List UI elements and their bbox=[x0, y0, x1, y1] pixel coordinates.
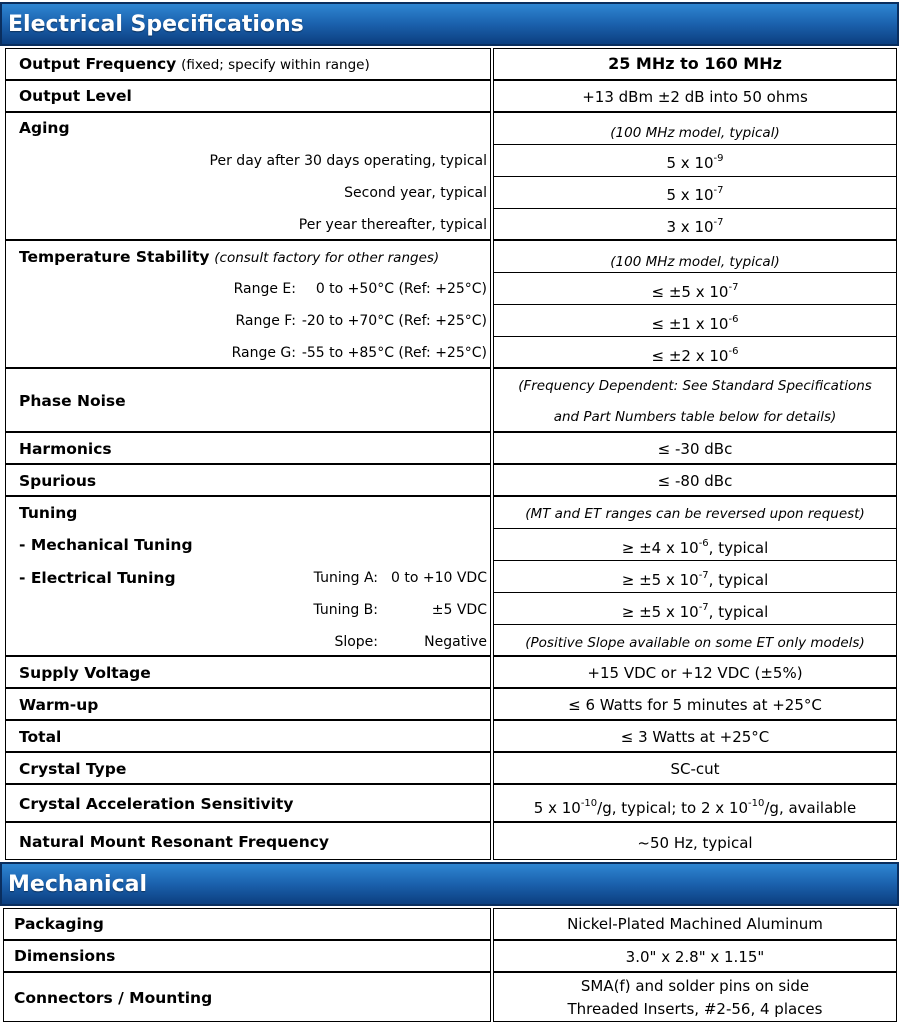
crystal-acceleration-value: 5 x $10^{-10}/g$, typical; to 2 x $10^{-10}/g$, available bbox=[533, 798, 857, 817]
tuning-row bbox=[0, 496, 899, 656]
range-f-span: -20 to +70°C (Ref: +25°C) bbox=[301, 313, 487, 329]
crystal-acceleration-label: Crystal Acceleration Sensitivity bbox=[19, 795, 294, 813]
range-e-value: ≤ ±5 x $10^{-7}$ bbox=[651, 282, 739, 301]
aging-row bbox=[0, 112, 899, 240]
tuning-b-value: ±5 VDC bbox=[431, 602, 487, 618]
warm-up-value: ≤ 6 Watts for 5 minutes at +25°C bbox=[568, 696, 822, 714]
range-e-span: 0 to +50°C (Ref: +25°C) bbox=[315, 281, 487, 297]
packaging-value: Nickel-Plated Machined Aluminum bbox=[567, 915, 823, 933]
harmonics-value: ≤ -30 dBc bbox=[657, 440, 733, 458]
output-frequency-label: Output Frequency bbox=[19, 55, 177, 73]
mechanical-section-title: Mechanical bbox=[8, 871, 147, 897]
aging-row-1-value: 5 x $10^{-9}$ bbox=[666, 153, 724, 172]
packaging-row bbox=[0, 908, 899, 940]
phase-noise-row bbox=[0, 368, 899, 432]
tuning-b-label: Tuning B: bbox=[313, 602, 378, 618]
temperature-stability-label: Temperature Stability bbox=[19, 248, 210, 266]
output-level-row bbox=[0, 80, 899, 112]
crystal-type-label: Crystal Type bbox=[19, 760, 127, 778]
electrical-tuning-label: - Electrical Tuning bbox=[19, 569, 176, 587]
harmonics-label: Harmonics bbox=[19, 440, 112, 458]
tuning-a-value: 0 to +10 VDC bbox=[391, 570, 487, 586]
slope-value: Negative bbox=[424, 634, 487, 650]
range-g-value: ≤ ±2 x $10^{-6}$ bbox=[651, 346, 739, 365]
slope-note: (Positive Slope available on some ET only models) bbox=[525, 635, 865, 651]
spurious-label: Spurious bbox=[19, 472, 97, 490]
harmonics-row bbox=[0, 432, 899, 464]
tuning-header-value: (MT and ET ranges can be reversed upon request) bbox=[525, 506, 865, 522]
output-frequency-value: 25 MHz to 160 MHz bbox=[608, 54, 782, 73]
phase-noise-line-2: and Part Numbers table below for details) bbox=[553, 409, 837, 425]
crystal-acceleration-row bbox=[0, 784, 899, 822]
range-g-label: Range G: bbox=[231, 345, 296, 361]
temperature-header-value: (100 MHz model, typical) bbox=[610, 254, 780, 270]
spurious-value: ≤ -80 dBc bbox=[657, 472, 733, 490]
range-e-label: Range E: bbox=[233, 281, 296, 297]
supply-voltage-row bbox=[0, 656, 899, 688]
warm-up-label: Warm-up bbox=[19, 696, 99, 714]
supply-voltage-value: +15 VDC or +12 VDC (±5%) bbox=[587, 664, 803, 682]
temperature-stability-row bbox=[0, 240, 899, 368]
warm-up-row bbox=[0, 688, 899, 720]
total-value: ≤ 3 Watts at +25°C bbox=[620, 728, 770, 746]
output-frequency-note: (fixed; specify within range) bbox=[181, 57, 370, 73]
dimensions-row bbox=[0, 940, 899, 972]
connectors-line-1: SMA(f) and solder pins on side bbox=[580, 977, 810, 995]
aging-row-3-value: 3 x $10^{-7}$ bbox=[666, 217, 724, 236]
phase-noise-line-1: (Frequency Dependent: See Standard Specifications bbox=[518, 378, 872, 394]
range-f-value: ≤ ±1 x $10^{-6}$ bbox=[651, 314, 739, 333]
electrical-tuning-value: ≥ ±5 x $10^{-7}$, typical bbox=[621, 570, 769, 589]
aging-row-1-label: Per day after 30 days operating, typical bbox=[209, 153, 487, 169]
mechanical-tuning-value: ≥ ±4 x $10^{-6}$, typical bbox=[621, 538, 769, 557]
packaging-label: Packaging bbox=[14, 915, 104, 933]
output-level-value: +13 dBm ±2 dB into 50 ohms bbox=[582, 88, 808, 106]
connectors-line-2: Threaded Inserts, #2-56, 4 places bbox=[567, 1000, 823, 1018]
spurious-row bbox=[0, 464, 899, 496]
tuning-label: Tuning bbox=[19, 504, 78, 522]
connectors-label: Connectors / Mounting bbox=[14, 989, 213, 1007]
temperature-stability-note: (consult factory for other ranges) bbox=[214, 250, 440, 266]
aging-row-3-label: Per year thereafter, typical bbox=[298, 217, 487, 233]
dimensions-label: Dimensions bbox=[14, 947, 116, 965]
total-label: Total bbox=[19, 728, 62, 746]
range-g-span: -55 to +85°C (Ref: +25°C) bbox=[301, 345, 487, 361]
range-f-label: Range F: bbox=[235, 313, 296, 329]
aging-row-2-label: Second year, typical bbox=[344, 185, 487, 201]
tuning-b-spec: ≥ ±5 x $10^{-7}$, typical bbox=[621, 602, 769, 621]
total-row bbox=[0, 720, 899, 752]
aging-row-2-value: 5 x $10^{-7}$ bbox=[666, 185, 724, 204]
phase-noise-label: Phase Noise bbox=[19, 392, 126, 410]
slope-label: Slope: bbox=[334, 634, 378, 650]
tuning-a-label: Tuning A: bbox=[313, 570, 378, 586]
mechanical-tuning-label: - Mechanical Tuning bbox=[19, 536, 193, 554]
aging-label: Aging bbox=[19, 119, 70, 137]
output-frequency-row bbox=[0, 48, 899, 80]
dimensions-value: 3.0" x 2.8" x 1.15" bbox=[625, 948, 765, 966]
natural-mount-value: ~50 Hz, typical bbox=[637, 834, 753, 852]
electrical-section-title: Electrical Specifications bbox=[8, 11, 304, 37]
natural-mount-row bbox=[0, 822, 899, 860]
connectors-row bbox=[0, 972, 899, 1022]
crystal-type-row bbox=[0, 752, 899, 784]
output-level-label: Output Level bbox=[19, 87, 132, 105]
supply-voltage-label: Supply Voltage bbox=[19, 664, 151, 682]
natural-mount-label: Natural Mount Resonant Frequency bbox=[19, 833, 330, 851]
electrical-section-header bbox=[0, 2, 899, 46]
mechanical-section-header bbox=[0, 862, 899, 906]
crystal-type-value: SC-cut bbox=[670, 760, 720, 778]
aging-header-value: (100 MHz model, typical) bbox=[610, 125, 780, 141]
